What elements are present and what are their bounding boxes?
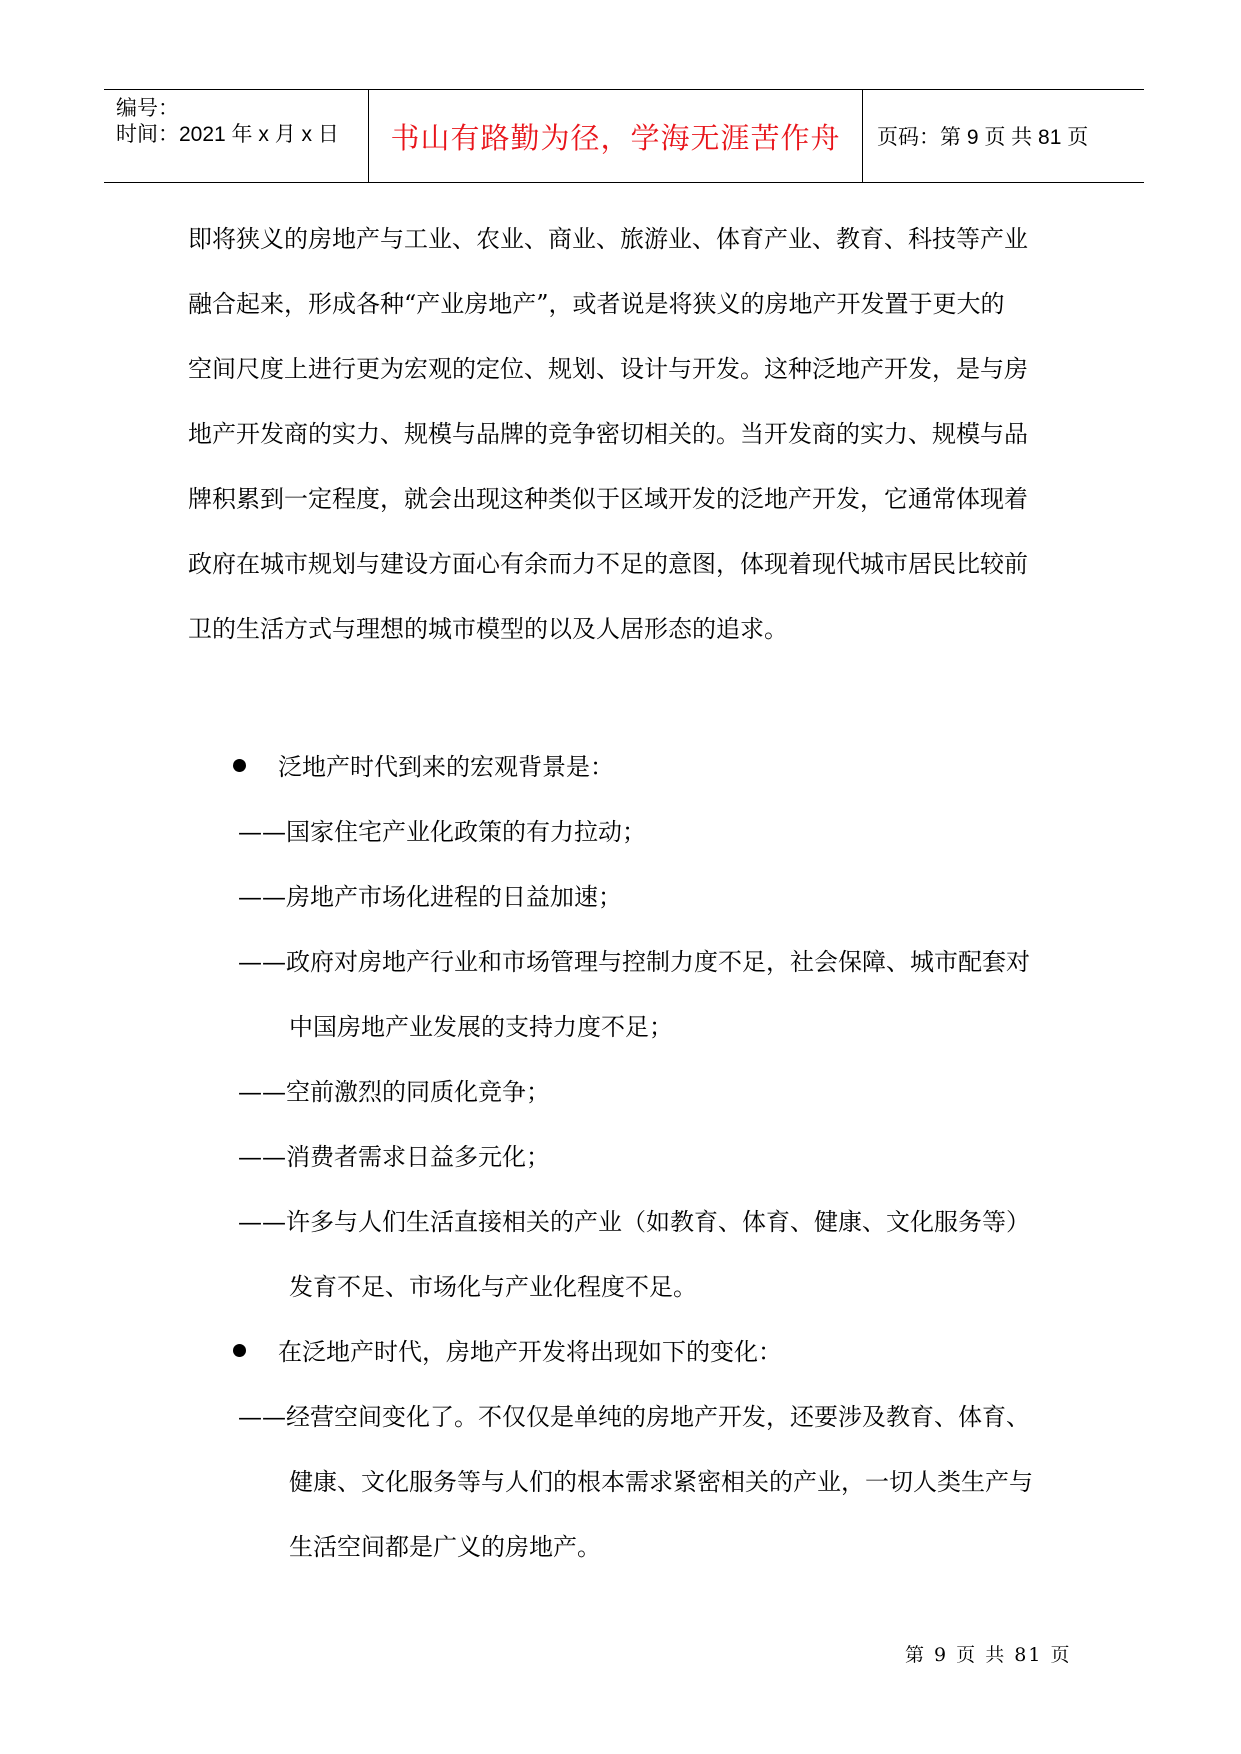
document-time-label: 时间：2021 年 x 月 x 日 — [116, 123, 339, 146]
dash-list-item: ——房地产市场化进程的日益加速； — [238, 883, 622, 911]
dash-list-continuation: 健康、文化服务等与人们的根本需求紧密相关的产业，一切人类生产与 — [289, 1468, 1033, 1496]
document-number-label: 编号： — [116, 97, 179, 120]
bullet-item-changes — [188, 1335, 1088, 1400]
paragraph-line: 政府在城市规划与建设方面心有余而力不足的意图，体现着现代城市居民比较前 — [188, 550, 1028, 578]
header-page-info: 页码：第 9 页 共 81 页 — [877, 126, 1089, 149]
dash-list-item: ——许多与人们生活直接相关的产业（如教育、体育、健康、文化服务等） — [238, 1208, 1030, 1236]
dash-list-item: ——国家住宅产业化政策的有力拉动； — [238, 818, 646, 846]
header-page-cell — [863, 90, 1144, 182]
page-footer: 第 9 页 共 81 页 — [905, 1644, 1072, 1666]
dash-list-continuation: 生活空间都是广义的房地产。 — [289, 1533, 601, 1561]
body-paragraph — [188, 222, 1068, 677]
dash-list-item: ——空前激烈的同质化竞争； — [238, 1078, 550, 1106]
dash-list-item: ——经营空间变化了。不仅仅是单纯的房地产开发，还要涉及教育、体育、 — [238, 1403, 1030, 1431]
paragraph-line: 融合起来，形成各种“产业房地产”，或者说是将狭义的房地产开发置于更大的 — [188, 290, 1005, 318]
paragraph-line: 卫的生活方式与理想的城市模型的以及人居形态的追求。 — [188, 615, 788, 643]
bullet-dot-icon — [233, 1344, 246, 1357]
bullet-dot-icon — [233, 759, 246, 772]
bullet-heading: 在泛地产时代，房地产开发将出现如下的变化： — [278, 1338, 782, 1366]
paragraph-line: 即将狭义的房地产与工业、农业、商业、旅游业、体育产业、教育、科技等产业 — [188, 225, 1028, 253]
header-left-cell — [104, 90, 369, 182]
dash-list-item: ——政府对房地产行业和市场管理与控制力度不足，社会保障、城市配套对 — [238, 948, 1030, 976]
dash-list-continuation: 发育不足、市场化与产业化程度不足。 — [289, 1273, 697, 1301]
dash-list-item: ——消费者需求日益多元化； — [238, 1143, 550, 1171]
bullet-item-macro-background — [188, 750, 1088, 815]
paragraph-line: 地产开发商的实力、规模与品牌的竞争密切相关的。当开发商的实力、规模与品 — [188, 420, 1028, 448]
dash-list-continuation: 中国房地产业发展的支持力度不足； — [289, 1013, 673, 1041]
page-header — [104, 89, 1144, 183]
header-motto-cell — [369, 90, 863, 182]
bullet-sections — [188, 750, 1088, 1595]
paragraph-line: 空间尺度上进行更为宏观的定位、规划、设计与开发。这种泛地产开发，是与房 — [188, 355, 1028, 383]
bullet-heading: 泛地产时代到来的宏观背景是： — [278, 753, 614, 781]
header-motto: 书山有路勤为径，学海无涯苦作舟 — [390, 120, 841, 155]
paragraph-line: 牌积累到一定程度，就会出现这种类似于区域开发的泛地产开发，它通常体现着 — [188, 485, 1028, 513]
